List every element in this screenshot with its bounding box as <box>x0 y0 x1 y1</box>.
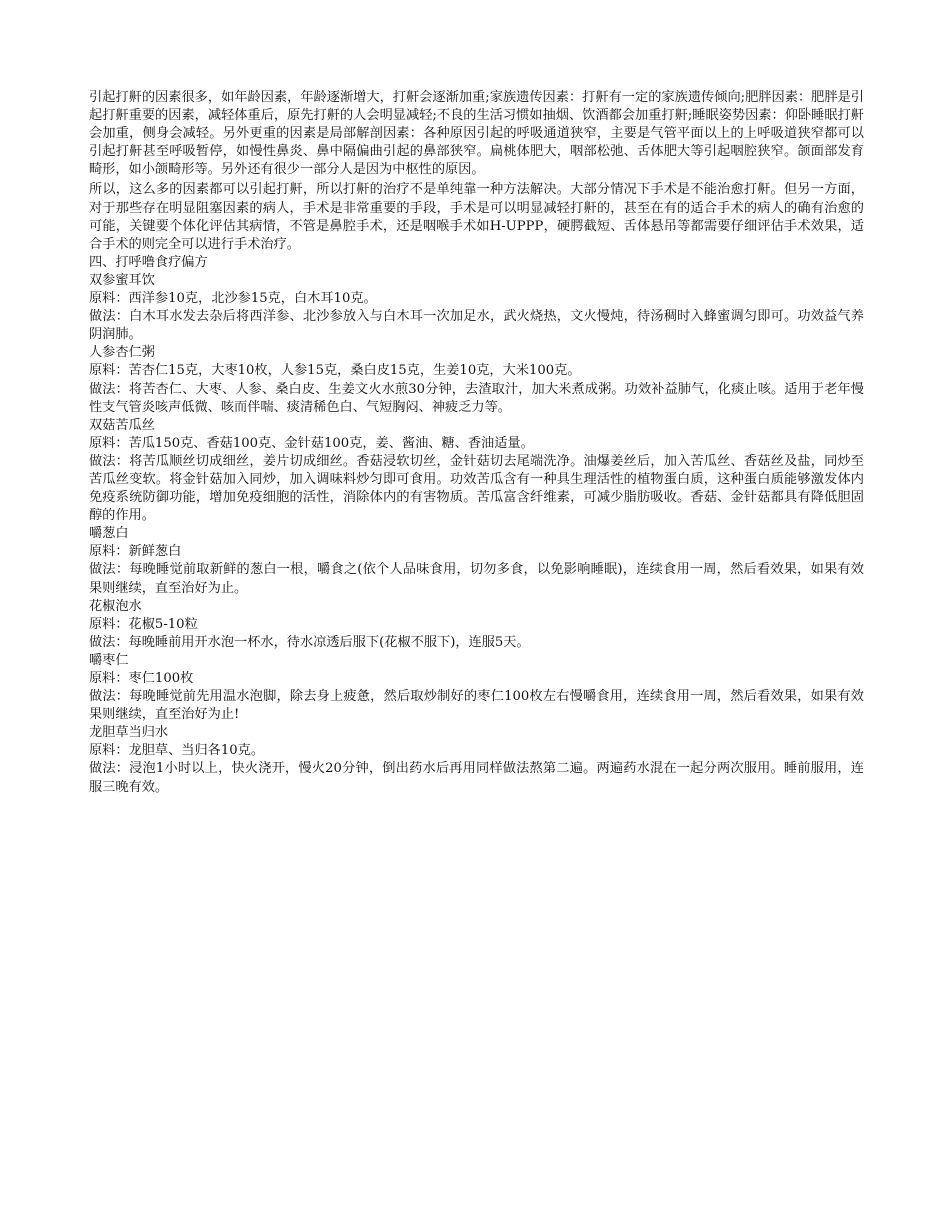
intro-paragraph-causes: 引起打鼾的因素很多，如年龄因素，年龄逐渐增大，打鼾会逐渐加重;家族遗传因素：打鼾有一定的家族遗传倾向;肥胖因素：肥胖是引起打鼾重要的因素，减轻体重后，原先打鼾的人会明显减轻;不良的生活习惯如抽烟、饮酒都会加重打鼾;睡眠姿势因素：仰卧睡眠打鼾会加重，侧身会减轻。另外更重的因素是局部解剖因素：各种原因引起的呼吸通道狭窄，主要是气管平面以上的上呼吸道狭窄都可以引起打鼾甚至呼吸暂停，如慢性鼻炎、鼻中隔偏曲引起的鼻部狭窄。扁桃体肥大，咽部松弛、舌体肥大等引起咽腔狭窄。颌面部发育畸形，如小颌畸形等。另外还有很少一部分人是因为中枢性的原因。 <box>89 90 864 178</box>
recipe-item <box>89 525 864 597</box>
recipe-item <box>89 724 864 796</box>
recipe-name: 双参蜜耳饮 <box>89 272 155 288</box>
recipe-item <box>89 344 864 416</box>
recipe-item <box>89 272 864 344</box>
recipe-name: 双菇苦瓜丝 <box>89 417 155 433</box>
recipe-method: 做法：将苦杏仁、大枣、人参、桑白皮、生姜文火水煎30分钟，去渣取汁，加大米煮成粥。功效补益肺气，化痰止咳。适用于老年慢性支气管炎咳声低微、咳而伴喘、痰清稀色白、气短胸闷、神疲乏力等。 <box>89 381 864 415</box>
recipe-method: 做法：将苦瓜顺丝切成细丝，姜片切成细丝。香菇浸软切丝，金针菇切去尾端洗净。油爆姜丝后，加入苦瓜丝、香菇丝及盐，同炒至苦瓜丝变软。将金针菇加入同炒，加入调味料炒匀即可食用。功效苦瓜含有一种具生理活性的植物蛋白质，这种蛋白质能够激发体内免疫系统防御功能，增加免疫细胞的活性，消除体内的有害物质。苦瓜富含纤维素，可减少脂肪吸收。香菇、金针菇都具有降低胆固醇的作用。 <box>89 453 864 524</box>
recipe-method: 做法：每晚睡觉前取新鲜的葱白一根，嚼食之(依个人品味食用，切勿多食，以免影响睡眠)，连续食用一周，然后看效果，如果有效果则继续，直至治好为止。 <box>89 562 864 596</box>
recipe-item <box>89 598 864 652</box>
document-page <box>89 89 864 797</box>
recipe-name: 嚼枣仁 <box>89 652 129 668</box>
recipe-item <box>89 417 864 526</box>
recipe-ingredients: 原料：苦瓜150克、香菇100克、金针菇100克，姜、酱油、糖、香油适量。 <box>89 435 534 451</box>
recipe-ingredients: 原料：枣仁100枚 <box>89 671 194 686</box>
section-title: 四、打呼噜食疗偏方 <box>89 254 208 270</box>
recipe-method: 做法：每晚睡前用开水泡一杯水，待水凉透后服下(花椒不服下)，连服5天。 <box>89 634 530 650</box>
recipe-name: 嚼葱白 <box>89 526 129 542</box>
recipe-ingredients: 原料：西洋参10克，北沙参15克，白木耳10克。 <box>89 291 377 307</box>
intro-paragraph-treatment: 所以，这么多的因素都可以引起打鼾，所以打鼾的治疗不是单纯靠一种方法解决。大部分情况下手术是不能治愈打鼾。但另一方面，对于那些存在明显阻塞因素的病人，手术是非常重要的手段，手术是可以明显减轻打鼾的，甚至在有的适合手术的病人的确有治愈的可能，关键要个体化评估其病情，不管是鼻腔手术，还是咽喉手术如H-UPPP，硬腭截短、舌体悬吊等都需要仔细评估手术效果，适合手术的则完全可以进行手术治疗。 <box>89 182 864 252</box>
recipe-ingredients: 原料：新鲜葱白 <box>89 544 182 560</box>
recipe-ingredients: 原料：龙胆草、当归各10克。 <box>89 743 265 759</box>
recipe-method: 做法：浸泡1小时以上，快火浇开，慢火20分钟，倒出药水后再用同样做法熬第二遍。两遍药水混在一起分两次服用。睡前服用，连服三晚有效。 <box>89 761 864 795</box>
recipe-name: 人参杏仁粥 <box>89 345 155 361</box>
recipe-method: 做法：白木耳水发去杂后将西洋参、北沙参放入与白木耳一次加足水，武火烧热，文火慢炖，待汤稠时入蜂蜜调匀即可。功效益气养阴润肺。 <box>89 309 864 343</box>
recipe-ingredients: 原料：花椒5-10粒 <box>89 616 198 632</box>
recipe-name: 花椒泡水 <box>89 598 142 614</box>
recipe-ingredients: 原料：苦杏仁15克，大枣10枚，人参15克，桑白皮15克，生姜10克，大米100克。 <box>89 363 581 379</box>
recipe-method: 做法：每晚睡觉前先用温水泡脚，除去身上疲惫，然后取炒制好的枣仁100枚左右慢嚼食用，连续食用一周，然后看效果，如果有效果则继续，直至治好为止! <box>89 689 864 723</box>
recipe-item <box>89 652 864 724</box>
recipe-name: 龙胆草当归水 <box>89 725 169 741</box>
